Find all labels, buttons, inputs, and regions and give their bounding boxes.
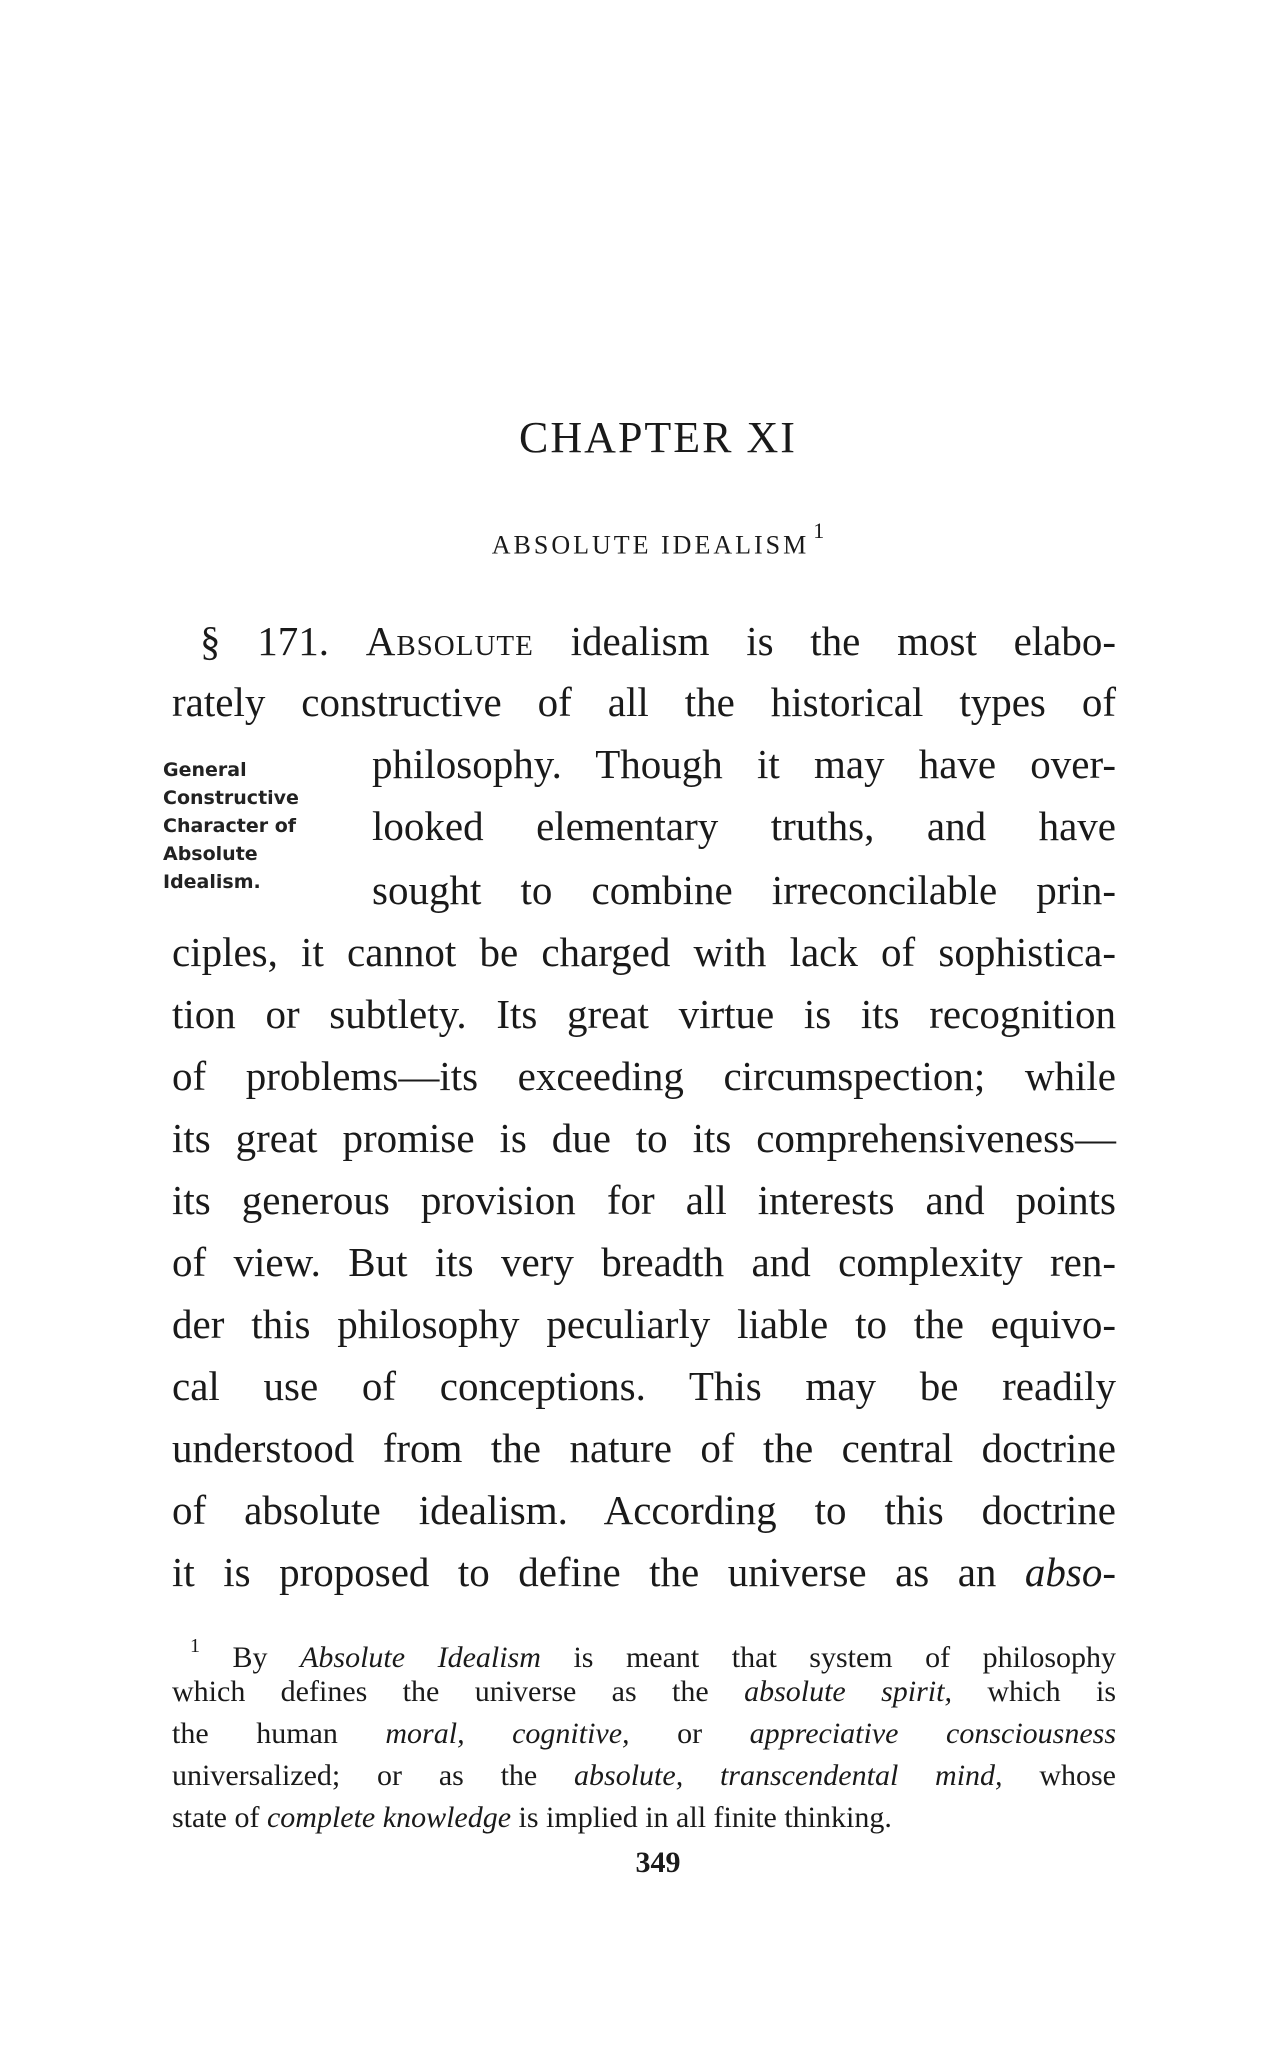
section-mark: § 171. <box>200 618 329 664</box>
body-line: cal use of conceptions. This may be readily <box>172 1363 1116 1409</box>
body-line: looked elementary truths, and have <box>372 803 1116 849</box>
body-line: its great promise is due to its comprehensiveness— <box>172 1115 1116 1161</box>
body-line: understood from the nature of the central doctrine <box>172 1425 1116 1471</box>
body-line: der this philosophy peculiarly liable to the equivo- <box>172 1301 1116 1347</box>
body-line: it is proposed to define the universe as an abso- <box>172 1549 1117 1595</box>
body-line: § 171. Absolute idealism is the most elabo- <box>200 618 1117 664</box>
lead-word: Absolute <box>365 618 534 664</box>
body-line: of absolute idealism. According to this doctrine <box>172 1487 1116 1533</box>
chapter-heading: CHAPTER XI <box>519 413 797 462</box>
section-title-text: ABSOLUTE IDEALISM <box>491 530 810 560</box>
footnote-marker: 1 <box>190 1635 200 1657</box>
body-line: tion or subtlety. Its great virtue is its recognition <box>172 991 1116 1037</box>
body-line: rately constructive of all the historical types of <box>172 679 1116 725</box>
section-title <box>0 518 1276 561</box>
footnote-line: the human moral, cognitive, or appreciative consciousness <box>172 1717 1117 1750</box>
body-line: ciples, it cannot be charged with lack of sophistica- <box>172 929 1116 975</box>
body-line: sought to combine irreconcilable prin- <box>372 867 1116 913</box>
body-line: philosophy. Though it may have over- <box>372 741 1116 787</box>
footnote-line: universalized; or as the absolute, transcendental mind, whose <box>172 1759 1116 1792</box>
marginal-note: General Constructive Character of Absolute Idealism. <box>163 759 299 893</box>
footnote-line: state of complete knowledge is implied in all finite thinking. <box>172 1801 892 1834</box>
footnote-reference: 1 <box>813 518 825 543</box>
body-line: of problems—its exceeding circumspection; while <box>172 1053 1116 1099</box>
body-line: of view. But its very breadth and complexity ren- <box>172 1239 1116 1285</box>
footnote-line: $^1$ By Absolute Idealism is meant that system of philosophy <box>190 1635 1117 1674</box>
body-line: its generous provision for all interests and points <box>172 1177 1116 1223</box>
footnote-line: which defines the universe as the absolute spirit, which is <box>172 1675 1117 1708</box>
page-number: 349 <box>635 1846 681 1879</box>
